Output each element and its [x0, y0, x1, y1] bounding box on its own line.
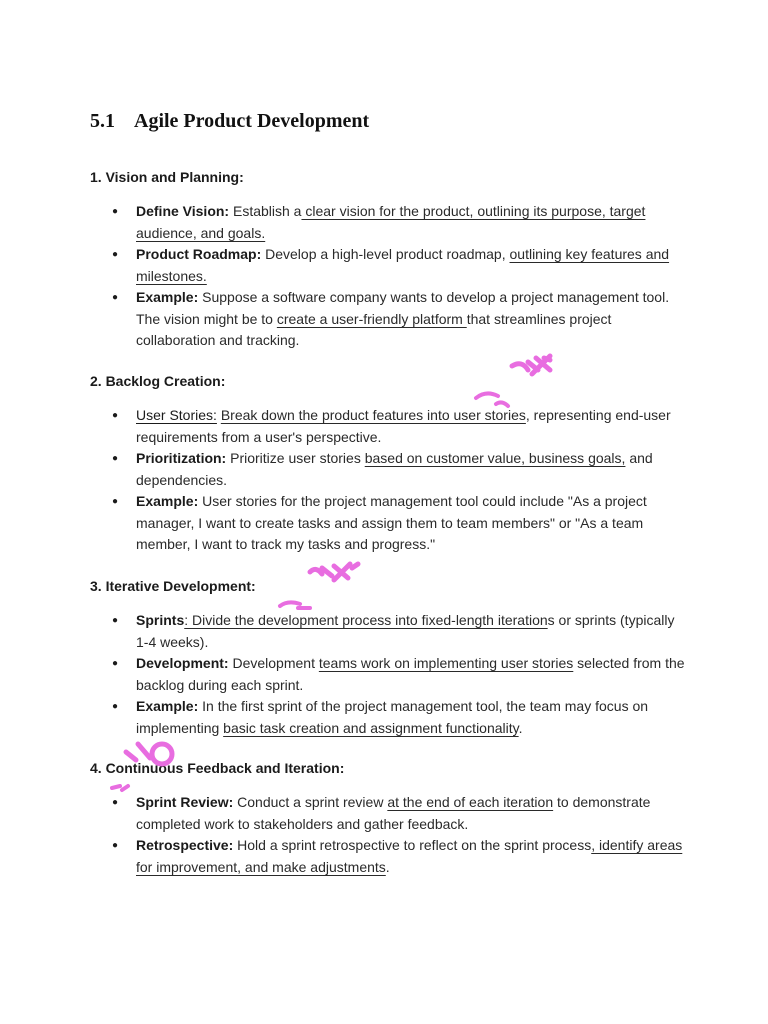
highlight-blot	[108, 734, 184, 796]
section-vision-planning	[90, 167, 690, 352]
list-item	[90, 696, 690, 739]
bullet-list	[90, 610, 690, 739]
underlined-text: clear vision for the product, outlining its purpose, target audience, and goals.	[136, 203, 646, 241]
item-label: Example:	[136, 698, 199, 714]
item-label: Development:	[136, 655, 229, 671]
item-text: that streamlines project collaboration and tracking.	[136, 310, 612, 348]
underlined-text: : Divide the development process into fixed-length iteration	[184, 612, 548, 628]
list-item	[90, 244, 690, 287]
item-text: Establish a	[229, 203, 302, 219]
item-label: Retrospective:	[136, 837, 234, 853]
item-text: User stories for the project management tool could include "As a project manager, I want to create tasks and assign them to team members" or "As a team member, I want to track my tasks and progress."	[136, 493, 647, 552]
item-label: Product Roadmap:	[136, 246, 262, 262]
section-title: Agile Product Development	[134, 110, 370, 132]
underlined-text: at the end of each iteration	[387, 794, 554, 810]
item-text: and dependencies.	[136, 450, 653, 488]
list-item	[90, 491, 690, 556]
underlined-text: Break down the product features into user stories	[220, 407, 526, 423]
item-label: User Stories:	[136, 407, 217, 423]
list-item	[90, 610, 690, 653]
item-text: , representing end-user requirements from a user's perspective.	[136, 407, 671, 445]
section-iterative-development	[90, 576, 690, 739]
list-item	[90, 405, 690, 448]
item-text: .	[518, 719, 523, 736]
item-text: Conduct a sprint review	[233, 794, 388, 810]
list-item	[90, 835, 690, 878]
item-label: Example:	[136, 493, 199, 509]
item-label: Prioritization:	[136, 450, 227, 466]
section-number: 5.1	[90, 110, 115, 132]
list-item	[90, 201, 690, 244]
list-item	[90, 287, 690, 352]
underlined-text: basic task creation and assignment functionality	[223, 719, 519, 736]
item-text: Develop a high-level product roadmap,	[261, 246, 510, 262]
item-text: Hold a sprint retrospective to reflect on the sprint process	[233, 837, 592, 853]
item-label: Example:	[136, 289, 199, 305]
item-text: s or sprints (typically 1-4 weeks).	[136, 612, 675, 650]
underlined-text: , identify areas for improvement, and make adjustments	[136, 837, 683, 875]
item-label: Sprints	[136, 612, 185, 628]
section-heading: 2. Backlog Creation:	[90, 373, 226, 389]
highlight-blot	[272, 560, 368, 616]
section-heading: 3. Iterative Development:	[90, 578, 256, 594]
bullet-list	[90, 201, 690, 352]
item-text: In the first sprint of the project management tool, the team may focus on implementing	[136, 698, 649, 736]
item-text: Prioritize user stories	[226, 450, 365, 466]
underlined-text: outlining key features and milestones.	[136, 246, 670, 284]
underlined-text: create a user-friendly platform	[276, 310, 467, 327]
section-heading: 4. Continuous Feedback and Iteration:	[90, 760, 345, 776]
item-label: Sprint Review:	[136, 794, 234, 810]
page-title	[90, 110, 369, 133]
list-item	[90, 448, 690, 491]
bullet-list	[90, 405, 690, 556]
item-text: Suppose a software company wants to develop a project management tool. The vision might be to	[136, 289, 670, 327]
bullet-list	[90, 792, 690, 878]
section-backlog-creation	[90, 371, 690, 556]
list-item	[90, 653, 690, 696]
item-text: .	[385, 858, 390, 875]
item-text: to demonstrate completed work to stakeholders and gather feedback.	[136, 794, 651, 832]
highlight-blot	[470, 352, 560, 410]
section-heading: 1. Vision and Planning:	[90, 169, 244, 185]
underlined-text: based on customer value, business goals,	[364, 450, 626, 466]
list-item	[90, 792, 690, 835]
underlined-text: teams work on implementing user stories	[318, 655, 574, 671]
item-text: selected from the backlog during each sprint.	[136, 655, 685, 693]
item-text: Development	[228, 655, 319, 671]
item-label: Define Vision:	[136, 203, 230, 219]
